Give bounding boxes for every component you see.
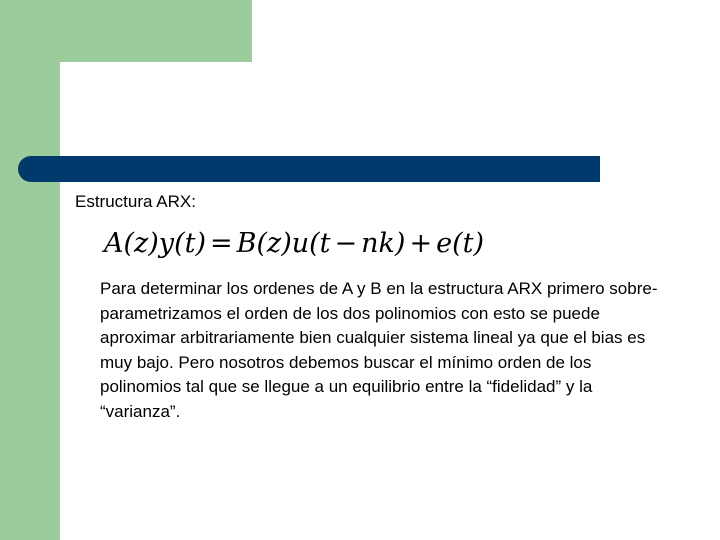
formula-b-arg: (z) <box>256 228 292 259</box>
formula-u: u <box>291 228 310 259</box>
formula-a: A <box>104 228 124 259</box>
rounded-content-corner <box>60 62 120 122</box>
formula-e-arg: (t) <box>452 228 484 259</box>
formula-y: y <box>158 228 175 259</box>
slide-paragraph: Para determinar los ordenes de A y B en la estructura ARX primero sobre-parametrizamos el orden de los dos polinomios con esto se puede aproximar arbitrariamente bien cualquier sistema lineal ya que el bias es muy bajo. Pero nosotros debemos buscar el mínimo orden de los polinomios tal que se llegue a un equilibrio entre la “fidelidad” y la “varianza”. <box>100 279 658 421</box>
formula-a-arg: (z) <box>123 228 159 259</box>
formula-minus: − <box>334 228 358 259</box>
arx-formula <box>104 228 484 259</box>
formula-nk: nk) <box>361 228 406 259</box>
green-left-band <box>0 0 60 540</box>
title-bar <box>18 156 600 182</box>
formula-u-arg: (t <box>309 228 331 259</box>
slide-heading: Estructura ARX: <box>75 192 196 211</box>
formula-e: e <box>436 228 453 259</box>
formula-b: B <box>236 228 257 259</box>
formula-y-arg: (t) <box>174 228 206 259</box>
formula-equals: = <box>209 228 233 259</box>
formula-plus: + <box>409 228 433 259</box>
